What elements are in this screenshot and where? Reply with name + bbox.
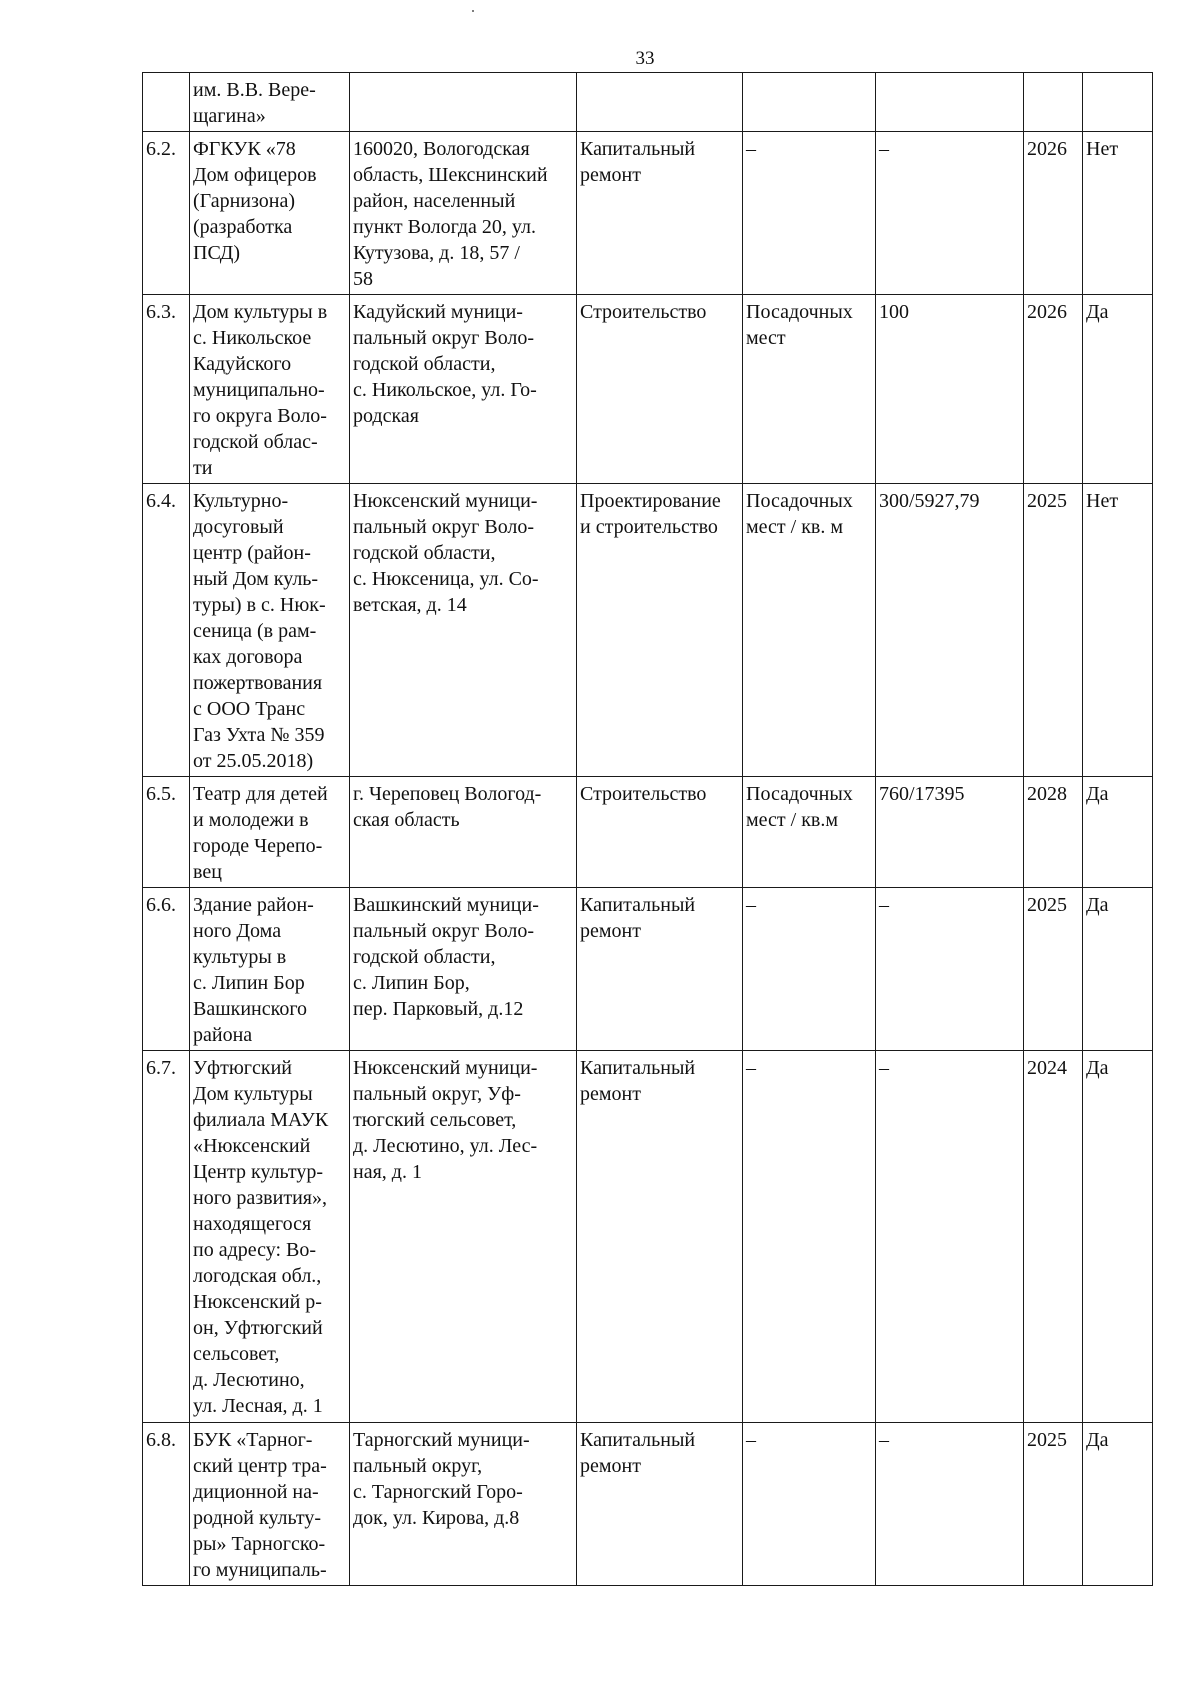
table-row [143, 1051, 1153, 1423]
object-name: Уфтюгский Дом культуры филиала МАУК «Нюксенский Центр культур- ного развития», находящегося по адресу: Во- логодская обл., Нюксенский р- он, Уфтюгский сельсовет, д. Лесютино, ул. Лесная, д. 1 [190, 1051, 350, 1423]
capacity-unit: – [743, 132, 876, 295]
row-number: 6.7. [143, 1051, 190, 1423]
table-row [143, 132, 1153, 295]
year: 2028 [1024, 777, 1083, 888]
flag: Нет [1083, 132, 1153, 295]
capacity-value: 760/17395 [876, 777, 1024, 888]
capacity-unit: – [743, 1051, 876, 1423]
object-address: г. Череповец Вологод- ская область [350, 777, 577, 888]
flag: Да [1083, 295, 1153, 484]
object-name: Здание район- ного Дома культуры в с. Липин Бор Вашкинского района [190, 888, 350, 1051]
capacity-unit: Посадочных мест / кв.м [743, 777, 876, 888]
object-address: 160020, Вологодская область, Шекснинский район, населенный пункт Вологда 20, ул. Кутузова, д. 18, 57 / 58 [350, 132, 577, 295]
scan-speck [472, 10, 474, 12]
capacity-unit: – [743, 888, 876, 1051]
flag: Да [1083, 1423, 1153, 1586]
flag: Да [1083, 1051, 1153, 1423]
capacity-unit [743, 73, 876, 132]
flag: Да [1083, 888, 1153, 1051]
work-type: Строительство [577, 295, 743, 484]
page-number: 33 [635, 48, 655, 69]
year: 2025 [1024, 484, 1083, 777]
work-type: Проектирование и строительство [577, 484, 743, 777]
row-number [143, 73, 190, 132]
object-address: Нюксенский муници- пальный округ, Уф- тюгский сельсовет, д. Лесютино, ул. Лес- ная, д. 1 [350, 1051, 577, 1423]
capacity-unit: Посадочных мест [743, 295, 876, 484]
year: 2026 [1024, 295, 1083, 484]
object-address: Тарногский муници- пальный округ, с. Тарногский Горо- док, ул. Кирова, д.8 [350, 1423, 577, 1586]
object-address: Вашкинский муници- пальный округ Воло- годской области, с. Липин Бор, пер. Парковый, д.12 [350, 888, 577, 1051]
work-type: Капитальный ремонт [577, 1423, 743, 1586]
objects-table [142, 72, 1153, 1586]
capacity-value: – [876, 1051, 1024, 1423]
object-address [350, 73, 577, 132]
object-name: им. В.В. Вере- щагина» [190, 73, 350, 132]
year [1024, 73, 1083, 132]
year: 2025 [1024, 1423, 1083, 1586]
row-number: 6.6. [143, 888, 190, 1051]
capacity-value: – [876, 888, 1024, 1051]
object-address: Нюксенский муници- пальный округ Воло- годской области, с. Нюксеница, ул. Со- ветская, д. 14 [350, 484, 577, 777]
work-type [577, 73, 743, 132]
row-number: 6.8. [143, 1423, 190, 1586]
work-type: Капитальный ремонт [577, 888, 743, 1051]
row-number: 6.3. [143, 295, 190, 484]
flag: Нет [1083, 484, 1153, 777]
capacity-value [876, 73, 1024, 132]
capacity-unit: – [743, 1423, 876, 1586]
table-row [143, 73, 1153, 132]
work-type: Капитальный ремонт [577, 132, 743, 295]
work-type: Капитальный ремонт [577, 1051, 743, 1423]
row-number: 6.2. [143, 132, 190, 295]
table-row [143, 484, 1153, 777]
capacity-value: – [876, 132, 1024, 295]
row-number: 6.4. [143, 484, 190, 777]
table-row [143, 295, 1153, 484]
capacity-value: 100 [876, 295, 1024, 484]
object-name: ФГКУК «78 Дом офицеров (Гарнизона) (разработка ПСД) [190, 132, 350, 295]
work-type: Строительство [577, 777, 743, 888]
table-row [143, 777, 1153, 888]
object-address: Кадуйский муници- пальный округ Воло- годской области, с. Никольское, ул. Го- родская [350, 295, 577, 484]
object-name: Дом культуры в с. Никольское Кадуйского муниципально- го округа Воло- годской облас- ти [190, 295, 350, 484]
object-name: БУК «Тарног- ский центр тра- диционной на- родной культу- ры» Тарногско- го муниципаль- [190, 1423, 350, 1586]
object-name: Театр для детей и молодежи в городе Черепо- вец [190, 777, 350, 888]
capacity-unit: Посадочных мест / кв. м [743, 484, 876, 777]
capacity-value: 300/5927,79 [876, 484, 1024, 777]
table-row [143, 888, 1153, 1051]
flag [1083, 73, 1153, 132]
flag: Да [1083, 777, 1153, 888]
row-number: 6.5. [143, 777, 190, 888]
year: 2025 [1024, 888, 1083, 1051]
year: 2026 [1024, 132, 1083, 295]
object-name: Культурно- досуговый центр (район- ный Дом куль- туры) в с. Нюк- сеница (в рам- ках договора пожертвования с ООО Транс Газ Ухта № 359 от 25.05.2018) [190, 484, 350, 777]
capacity-value: – [876, 1423, 1024, 1586]
table-row [143, 1423, 1153, 1586]
year: 2024 [1024, 1051, 1083, 1423]
